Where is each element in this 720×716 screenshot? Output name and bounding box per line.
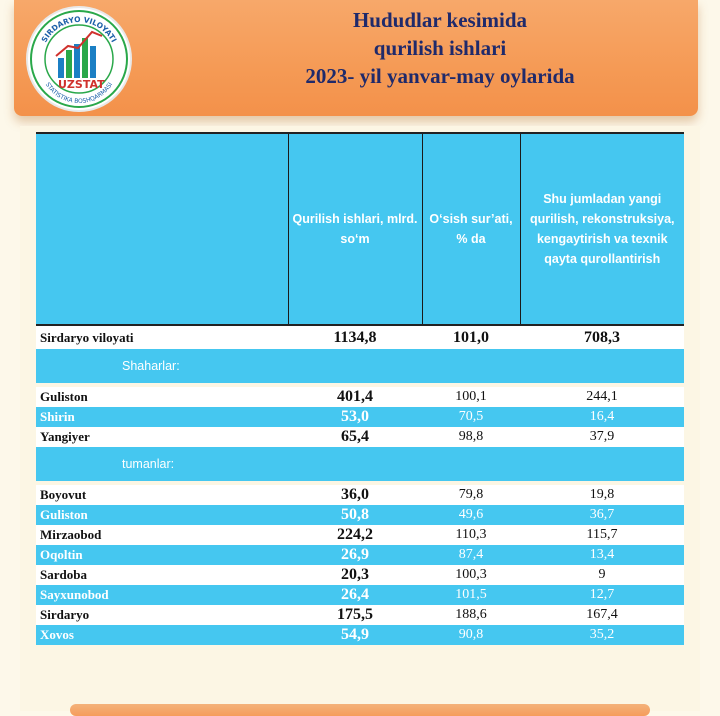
new-construction-value: 167,4	[520, 605, 684, 625]
logo-brand: UZSTAT	[58, 78, 105, 91]
section-cities-label: Shaharlar:	[122, 359, 180, 373]
region-name: Guliston	[36, 387, 288, 407]
construction-value: 54,9	[288, 625, 422, 645]
region-name: Oqoltin	[36, 545, 288, 565]
growth-value: 79,8	[422, 485, 520, 505]
construction-value: 1134,8	[288, 326, 422, 349]
title-line-1: Hududlar kesimida	[352, 8, 528, 32]
new-construction-value: 13,4	[520, 545, 684, 565]
growth-value: 101,0	[422, 326, 520, 349]
table-row	[36, 625, 684, 645]
growth-value: 49,6	[422, 505, 520, 525]
growth-value: 100,3	[422, 565, 520, 585]
content-panel	[20, 126, 700, 711]
region-name: Mirzaobod	[36, 525, 288, 545]
region-name: Shirin	[36, 407, 288, 427]
construction-value: 26,4	[288, 585, 422, 605]
construction-table	[36, 132, 684, 645]
new-construction-value: 37,9	[520, 427, 684, 447]
growth-value: 100,1	[422, 387, 520, 407]
column-header-construction: Qurilish ishlari, mlrd. so‘m	[288, 134, 422, 324]
table-row	[36, 565, 684, 585]
section-cities	[36, 349, 684, 383]
region-name: Sayxunobod	[36, 585, 288, 605]
table-row	[36, 427, 684, 447]
growth-value: 188,6	[422, 605, 520, 625]
region-name: Boyovut	[36, 485, 288, 505]
construction-value: 26,9	[288, 545, 422, 565]
region-name: Xovos	[36, 625, 288, 645]
column-header-new-construction: Shu jumladan yangi qurilish, rekonstruksiya, kengaytirish va texnik qayta qurollantirish	[520, 134, 684, 324]
region-name: Yangiyer	[36, 427, 288, 447]
region-name: Sirdaryo viloyati	[36, 326, 288, 349]
table-row	[36, 387, 684, 407]
title-line-2: qurilish ishlari	[373, 36, 507, 60]
table-row	[36, 485, 684, 505]
column-header-region	[36, 134, 288, 324]
section-districts	[36, 447, 684, 481]
logo-bottom-text: STATISTIKA BOSHQARMASI	[43, 81, 115, 106]
table-row	[36, 585, 684, 605]
title-line-3: 2023- yil yanvar-may oylarida	[305, 64, 575, 88]
new-construction-value: 19,8	[520, 485, 684, 505]
growth-value: 101,5	[422, 585, 520, 605]
construction-value: 401,4	[288, 387, 422, 407]
growth-value: 70,5	[422, 407, 520, 427]
growth-value: 87,4	[422, 545, 520, 565]
growth-value: 110,3	[422, 525, 520, 545]
table-row	[36, 605, 684, 625]
column-header-growth: O‘sish sur’ati, % da	[422, 134, 520, 324]
table-header-row	[36, 134, 684, 324]
construction-value: 65,4	[288, 427, 422, 447]
table-row	[36, 545, 684, 565]
uzstat-logo	[28, 8, 130, 110]
growth-value: 98,8	[422, 427, 520, 447]
page-title	[180, 6, 700, 90]
new-construction-value: 9	[520, 565, 684, 585]
section-districts-label: tumanlar:	[122, 457, 175, 471]
region-name: Sardoba	[36, 565, 288, 585]
construction-value: 36,0	[288, 485, 422, 505]
new-construction-value: 16,4	[520, 407, 684, 427]
logo-arc-text: SIRDARYO VILOYATI	[39, 14, 119, 44]
construction-value: 20,3	[288, 565, 422, 585]
construction-value: 175,5	[288, 605, 422, 625]
table-row	[36, 525, 684, 545]
table-row-total	[36, 326, 684, 349]
new-construction-value: 708,3	[520, 326, 684, 349]
table-row	[36, 505, 684, 525]
table-row	[36, 407, 684, 427]
construction-value: 53,0	[288, 407, 422, 427]
growth-value: 90,8	[422, 625, 520, 645]
construction-value: 224,2	[288, 525, 422, 545]
new-construction-value: 36,7	[520, 505, 684, 525]
construction-value: 50,8	[288, 505, 422, 525]
new-construction-value: 35,2	[520, 625, 684, 645]
logo-emblem-icon	[28, 8, 130, 110]
new-construction-value: 244,1	[520, 387, 684, 407]
new-construction-value: 115,7	[520, 525, 684, 545]
new-construction-value: 12,7	[520, 585, 684, 605]
region-name: Guliston	[36, 505, 288, 525]
footer-decoration	[70, 704, 650, 716]
region-name: Sirdaryo	[36, 605, 288, 625]
